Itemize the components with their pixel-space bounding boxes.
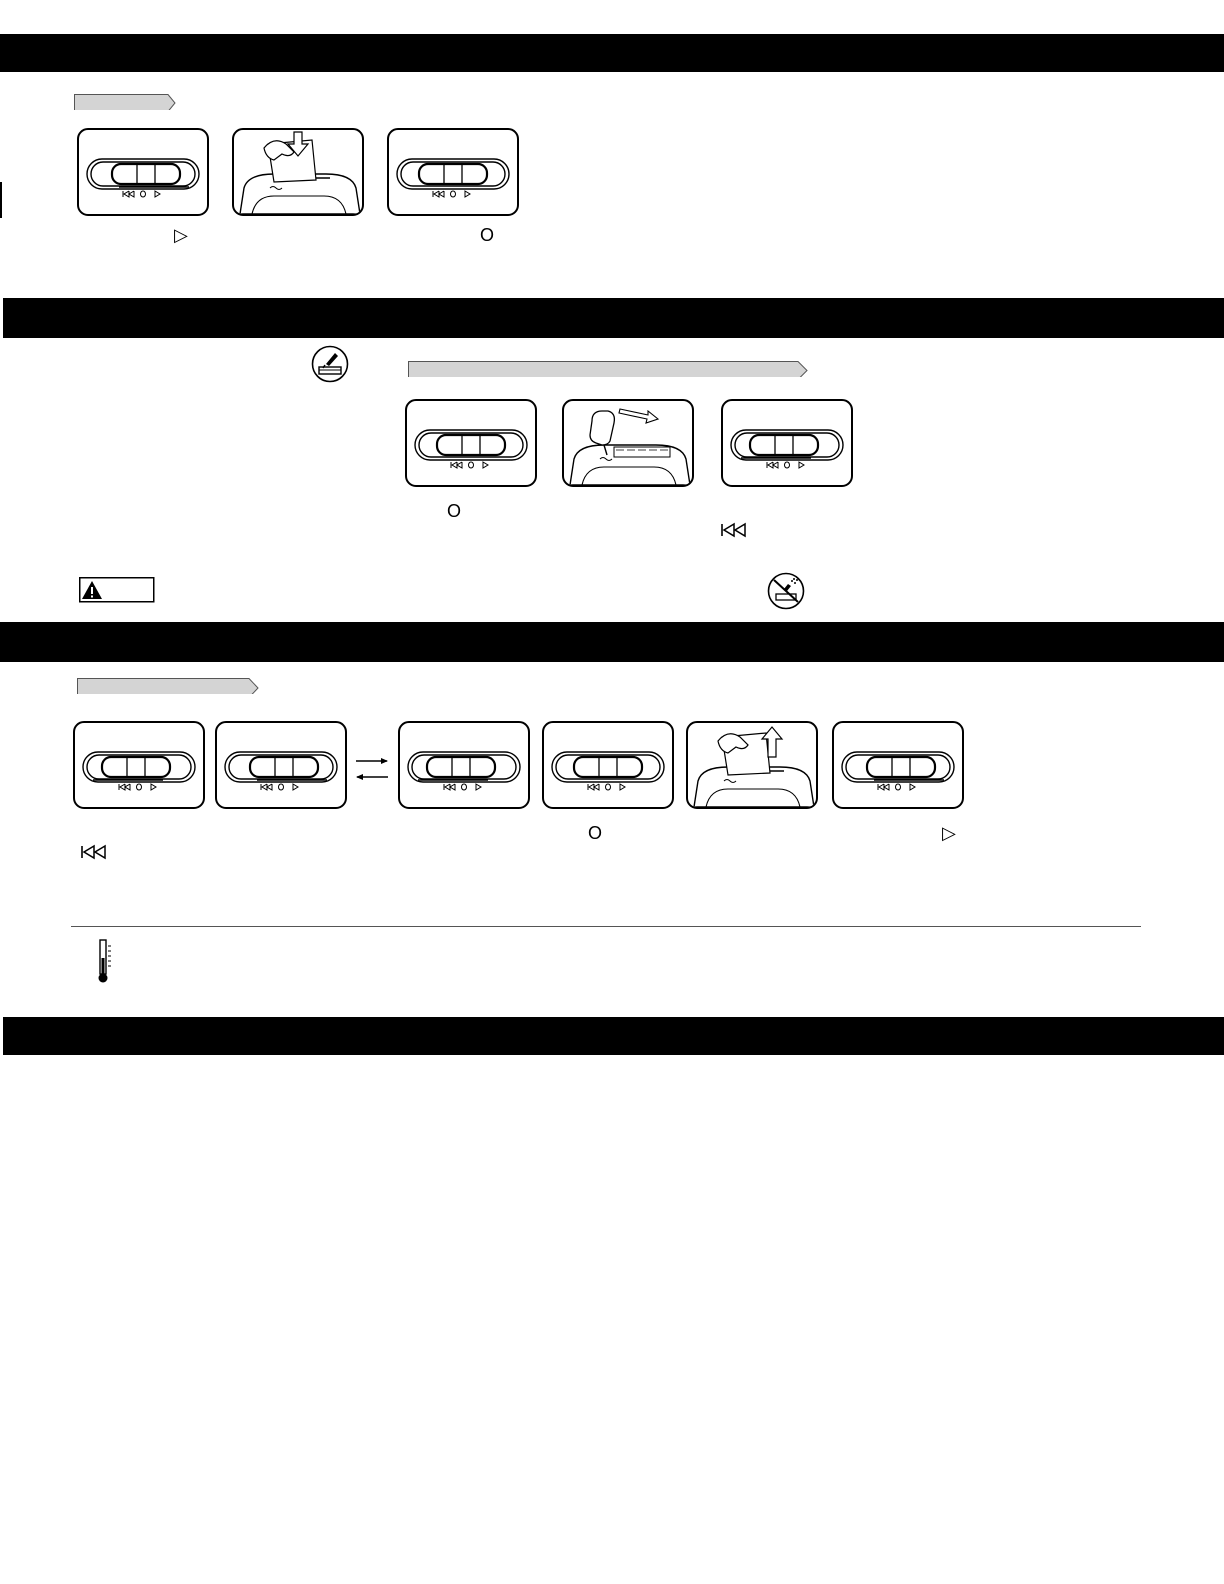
step-tab-1 xyxy=(74,94,176,110)
oil-shredder-icon xyxy=(311,345,349,388)
on-symbol: ▷ xyxy=(942,823,956,843)
on-symbol: ▷ xyxy=(174,225,188,245)
no-aerosol-icon xyxy=(767,572,805,615)
step-tab-3 xyxy=(77,678,259,694)
step-tab-2 xyxy=(408,361,808,377)
remove-paper-illustration xyxy=(686,721,818,809)
switch-panel-off xyxy=(387,128,519,216)
feed-paper-illustration xyxy=(232,128,364,216)
switch-panel-off xyxy=(405,399,537,487)
off-symbol: O xyxy=(447,501,462,521)
section-header-bar-4 xyxy=(3,1017,1224,1055)
caution-label xyxy=(79,577,155,608)
forward-reverse-arrows-icon xyxy=(354,755,390,788)
switch-panel-on xyxy=(77,128,209,216)
switch-panel-reverse xyxy=(398,721,530,809)
section-header-bar-1 xyxy=(0,34,1224,72)
off-symbol: O xyxy=(480,225,495,245)
off-symbol: O xyxy=(588,823,603,843)
thermometer-icon xyxy=(96,938,116,989)
section-header-bar-2 xyxy=(3,298,1224,338)
oil-bottle-illustration xyxy=(562,399,694,487)
switch-panel-reverse xyxy=(73,721,205,809)
switch-panel-on xyxy=(215,721,347,809)
divider-line xyxy=(71,926,1141,927)
reverse-symbol xyxy=(80,844,108,860)
margin-mark xyxy=(0,182,2,218)
switch-panel-on xyxy=(832,721,964,809)
switch-panel-off xyxy=(542,721,674,809)
section-header-bar-3 xyxy=(0,622,1224,662)
switch-panel-reverse xyxy=(721,399,853,487)
reverse-symbol xyxy=(720,522,748,538)
